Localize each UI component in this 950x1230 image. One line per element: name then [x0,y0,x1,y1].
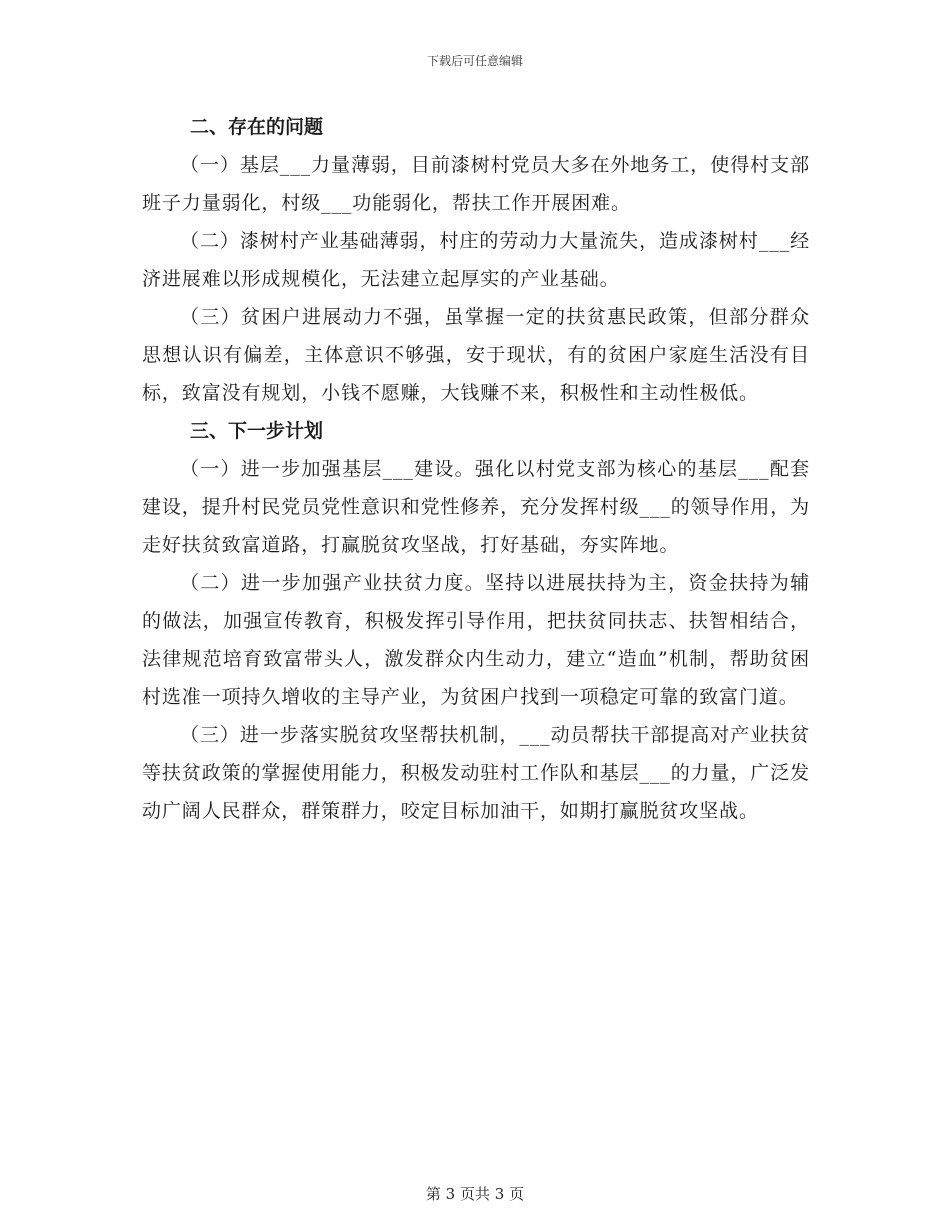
paragraph-plan-3: （三）进一步落实脱贫攻坚帮扶机制，___动员帮扶干部提高对产业扶贫等扶贫政策的掌握使用能力，积极发动驻村工作队和基层___的力量，广泛发动广阔人民群众，群策群力，咬定目标加油干，如期打赢脱贫攻坚战。 [142,724,811,822]
page-header: 下载后可任意编辑 [426,54,523,68]
paragraph-plan-1: （一）进一步加强基层___建设。强化以村党支部为核心的基层___配套建设，提升村民党员党性意识和党性修养，充分发挥村级___的领导作用，为走好扶贫致富道路，打赢脱贫攻坚战，打好基础，夯实阵地。 [142,458,811,556]
section-heading-problems: 二、存在的问题 [190,116,324,138]
paragraph-plan-2: （二）进一步加强产业扶贫力度。坚持以进展扶持为主，资金扶持为辅的做法，加强宣传教育，积极发挥引导作用，把扶贫同扶志、扶智相结合，法律规范培育致富带头人，激发群众内生动力，建立“造血”机制，帮助贫困村选准一项持久增收的主导产业，为贫困户找到一项稳定可靠的致富门道。 [142,572,810,708]
section-heading-next-steps: 三、下一步计划 [190,420,324,442]
document-body [142,108,810,830]
page-footer: 第 3 页共 3 页 [425,1185,525,1203]
paragraph-problem-3: （三）贫困户进展动力不强，虽掌握一定的扶贫惠民政策，但部分群众思想认识有偏差，主体意识不够强，安于现状，有的贫困户家庭生活没有目标，致富没有规划，小钱不愿赚，大钱赚不来，积极性和主动性极低。 [142,306,810,404]
paragraph-problem-2: （二）漆树村产业基础薄弱，村庄的劳动力大量流失，造成漆树村___经济进展难以形成规模化，无法建立起厚实的产业基础。 [142,230,810,290]
paragraph-problem-1: （一）基层___力量薄弱，目前漆树村党员大多在外地务工，使得村支部班子力量弱化，村级___功能弱化，帮扶工作开展困难。 [142,154,810,214]
